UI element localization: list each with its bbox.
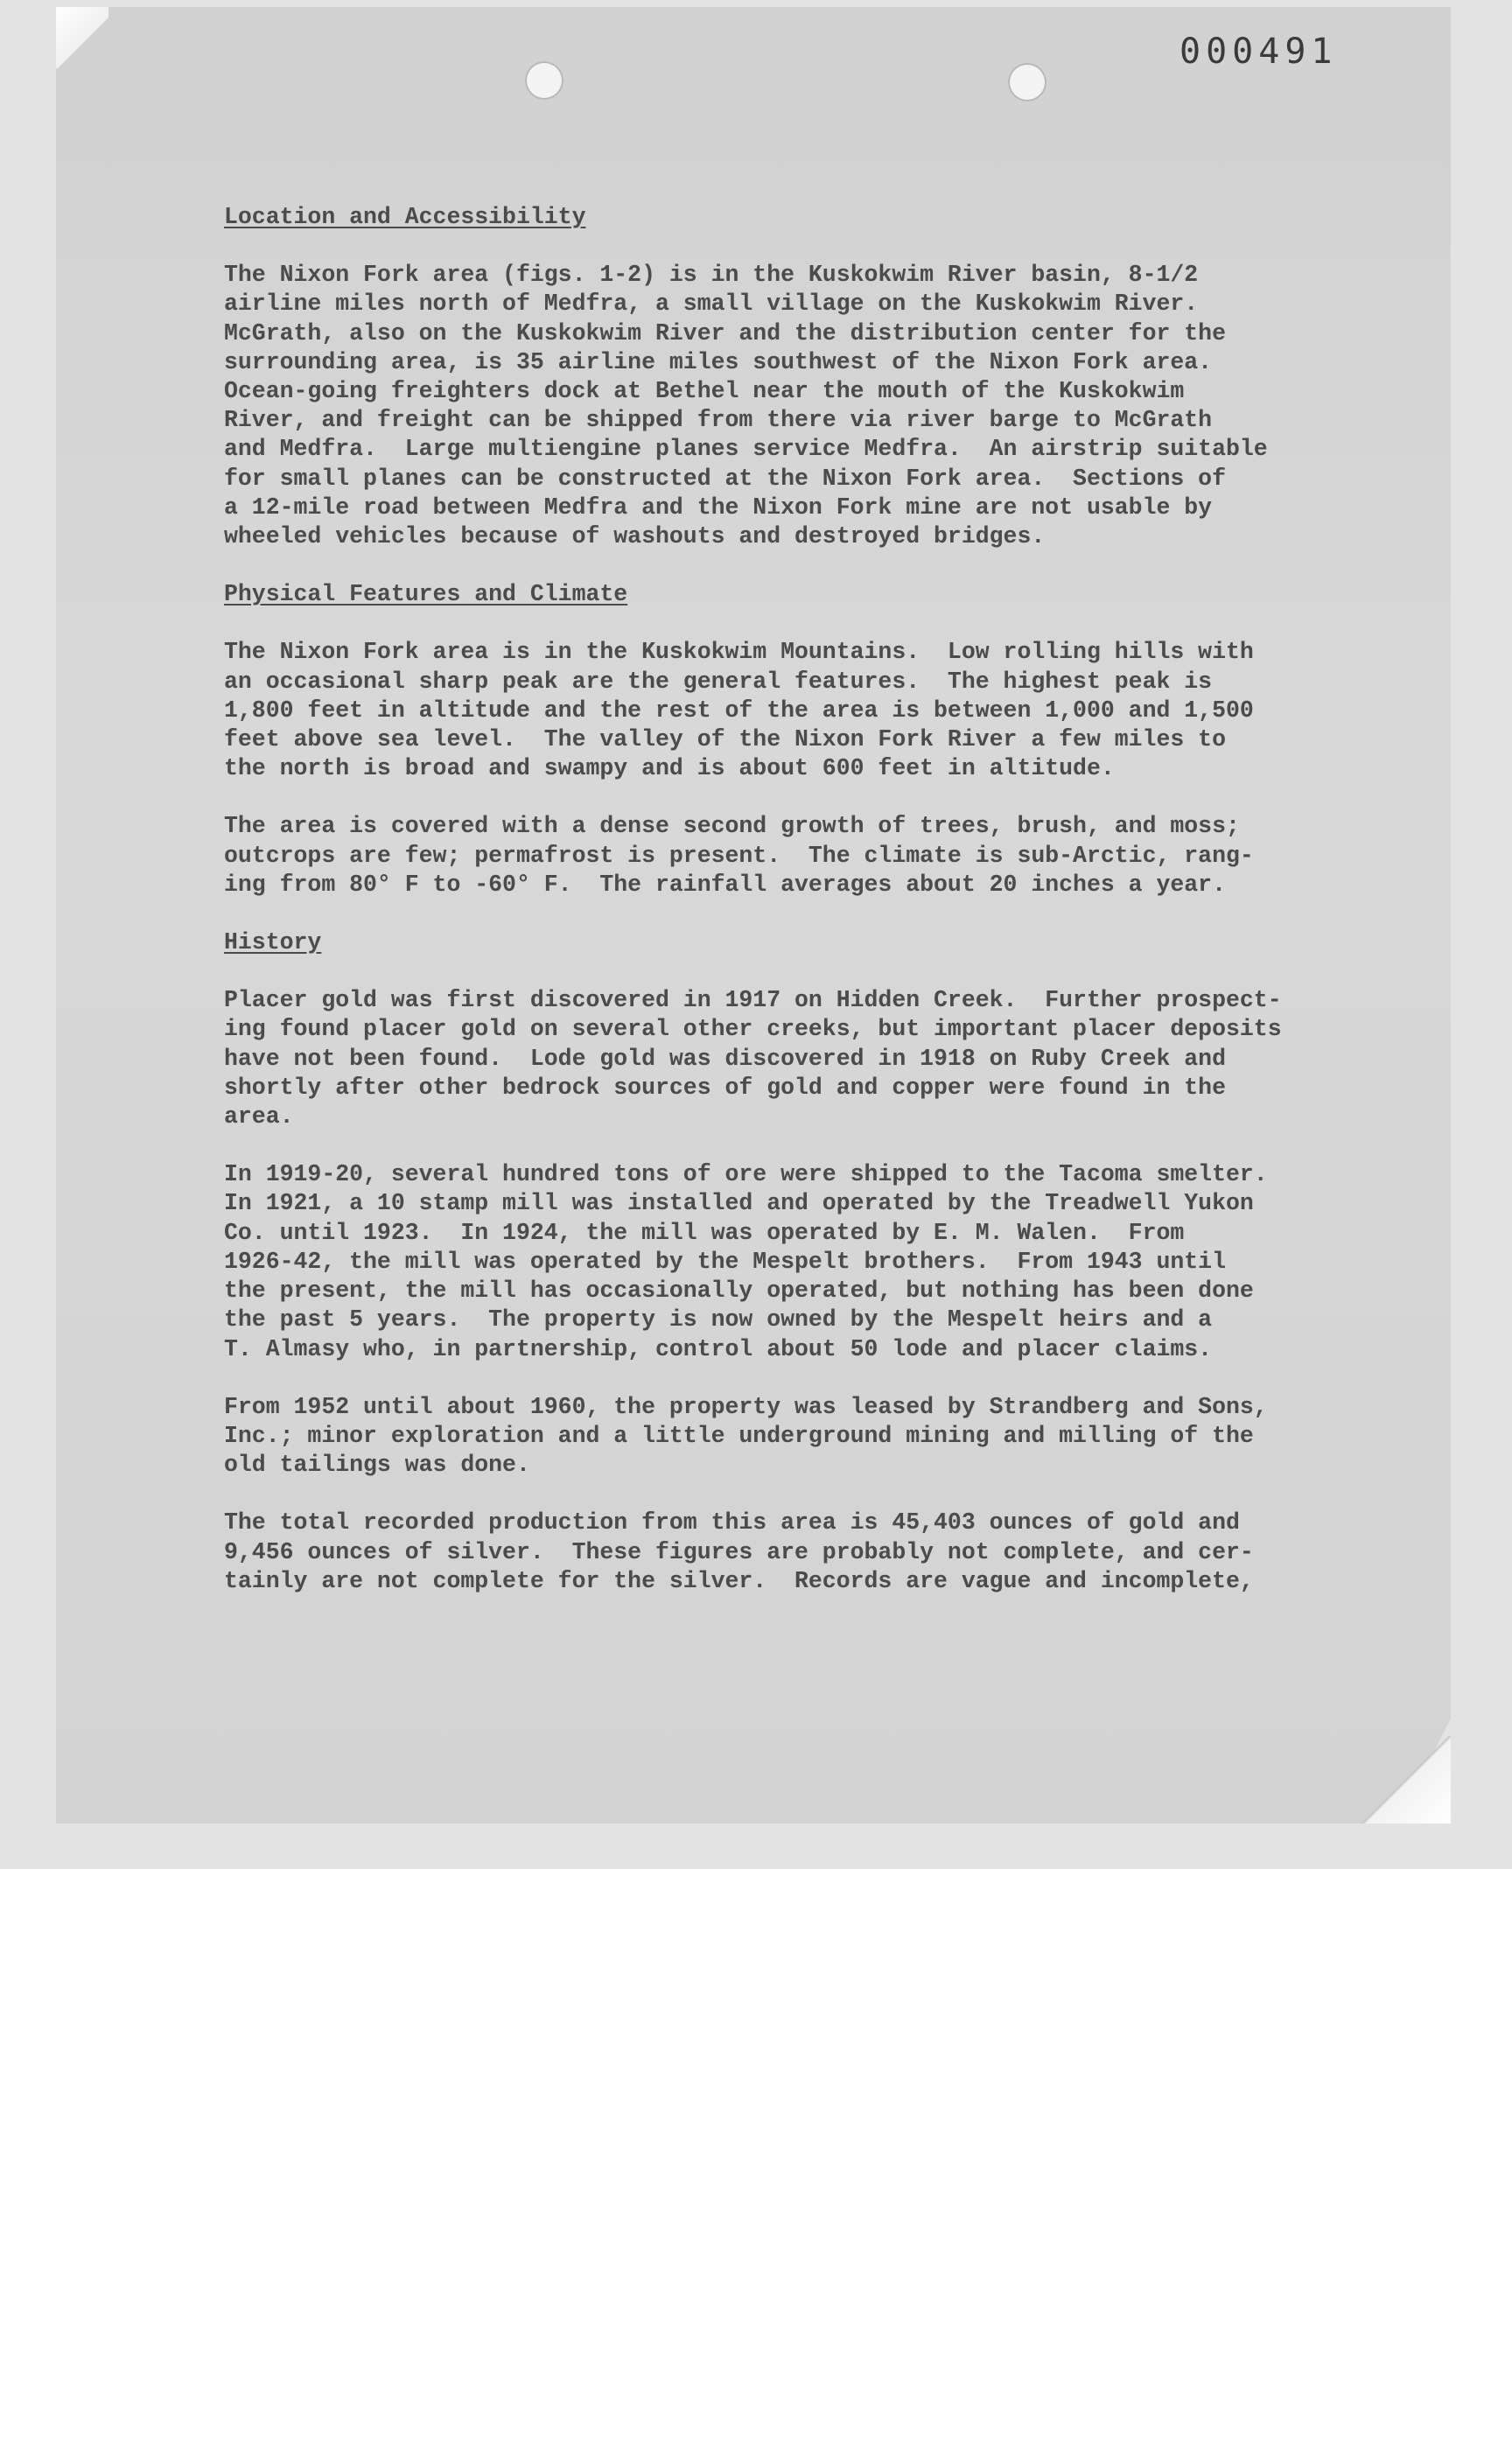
- text-line: shortly after other bedrock sources of gold and copper were found in the: [224, 1074, 1226, 1101]
- text-line: feet above sea level. The valley of the Nixon Fork River a few miles to: [224, 726, 1226, 753]
- text-line: the north is broad and swampy and is about 600 feet in altitude.: [224, 755, 1115, 782]
- paragraph: [224, 1160, 1344, 1363]
- paragraph: [224, 1508, 1344, 1596]
- text-line: From 1952 until about 1960, the property was leased by Strandberg and Sons,: [224, 1393, 1268, 1420]
- text-line: River, and freight can be shipped from there via river barge to McGrath: [224, 407, 1213, 434]
- document-body: [224, 203, 1344, 1625]
- text-line: Ocean-going freighters dock at Bethel near the mouth of the Kuskokwim: [224, 378, 1185, 405]
- text-line: Inc.; minor exploration and a little underground mining and milling of the: [224, 1422, 1254, 1449]
- paragraph: [224, 986, 1344, 1131]
- text-line: outcrops are few; permafrost is present. The climate is sub-Arctic, rang-: [224, 842, 1254, 869]
- paragraph: [224, 261, 1344, 551]
- section-heading: Physical Features and Climate: [224, 581, 628, 608]
- text-line: In 1919-20, several hundred tons of ore were shipped to the Tacoma smelter.: [224, 1161, 1268, 1188]
- text-line: Placer gold was first discovered in 1917 on Hidden Creek. Further prospect-: [224, 987, 1282, 1014]
- folded-corner: [56, 7, 108, 68]
- text-line: tainly are not complete for the silver. Records are vague and incomplete,: [224, 1567, 1254, 1594]
- punch-hole-right: [1008, 63, 1046, 102]
- text-line: T. Almasy who, in partnership, control about 50 lode and placer claims.: [224, 1335, 1213, 1362]
- text-line: McGrath, also on the Kuskokwim River and the distribution center for the: [224, 319, 1226, 346]
- section-heading: Location and Accessibility: [224, 204, 586, 230]
- text-line: The Nixon Fork area (figs. 1-2) is in the Kuskokwim River basin, 8-1/2: [224, 262, 1199, 289]
- text-line: 1926-42, the mill was operated by the Mespelt brothers. From 1943 until: [224, 1248, 1226, 1275]
- text-line: for small planes can be constructed at the Nixon Fork area. Sections of: [224, 465, 1226, 492]
- section-heading: History: [224, 929, 322, 956]
- text-line: the present, the mill has occasionally operated, but nothing has been done: [224, 1278, 1254, 1305]
- text-line: the past 5 years. The property is now owned by the Mespelt heirs and a: [224, 1306, 1213, 1334]
- text-line: In 1921, a 10 stamp mill was installed and operated by the Treadwell Yukon: [224, 1190, 1254, 1217]
- text-line: surrounding area, is 35 airline miles southwest of the Nixon Fork area.: [224, 348, 1213, 375]
- paragraph: [224, 812, 1344, 900]
- text-line: Co. until 1923. In 1924, the mill was operated by E. M. Walen. From: [224, 1219, 1185, 1246]
- paragraph: [224, 1393, 1344, 1480]
- punch-hole-left: [525, 61, 564, 100]
- text-line: The total recorded production from this area is 45,403 ounces of gold and: [224, 1509, 1240, 1536]
- page-number: 000491: [1180, 32, 1338, 72]
- text-line: ing found placer gold on several other creeks, but important placer deposits: [224, 1016, 1282, 1043]
- text-line: old tailings was done.: [224, 1452, 530, 1479]
- paragraph: [224, 638, 1344, 783]
- text-line: a 12-mile road between Medfra and the Nixon Fork mine are not usable by: [224, 494, 1213, 521]
- text-line: have not been found. Lode gold was discovered in 1918 on Ruby Creek and: [224, 1045, 1226, 1072]
- text-line: ing from 80° F to -60° F. The rainfall averages about 20 inches a year.: [224, 871, 1226, 898]
- text-line: an occasional sharp peak are the general features. The highest peak is: [224, 668, 1213, 695]
- text-line: and Medfra. Large multiengine planes service Medfra. An airstrip suitable: [224, 436, 1268, 463]
- text-line: area.: [224, 1103, 294, 1130]
- curled-corner: [1362, 1736, 1451, 1824]
- text-line: 9,456 ounces of silver. These figures are probably not complete, and cer-: [224, 1538, 1254, 1565]
- text-line: airline miles north of Medfra, a small village on the Kuskokwim River.: [224, 290, 1199, 318]
- text-line: The area is covered with a dense second growth of trees, brush, and moss;: [224, 813, 1240, 840]
- text-line: The Nixon Fork area is in the Kuskokwim Mountains. Low rolling hills with: [224, 639, 1254, 666]
- text-line: wheeled vehicles because of washouts and destroyed bridges.: [224, 523, 1046, 550]
- text-line: 1,800 feet in altitude and the rest of the area is between 1,000 and 1,500: [224, 696, 1254, 724]
